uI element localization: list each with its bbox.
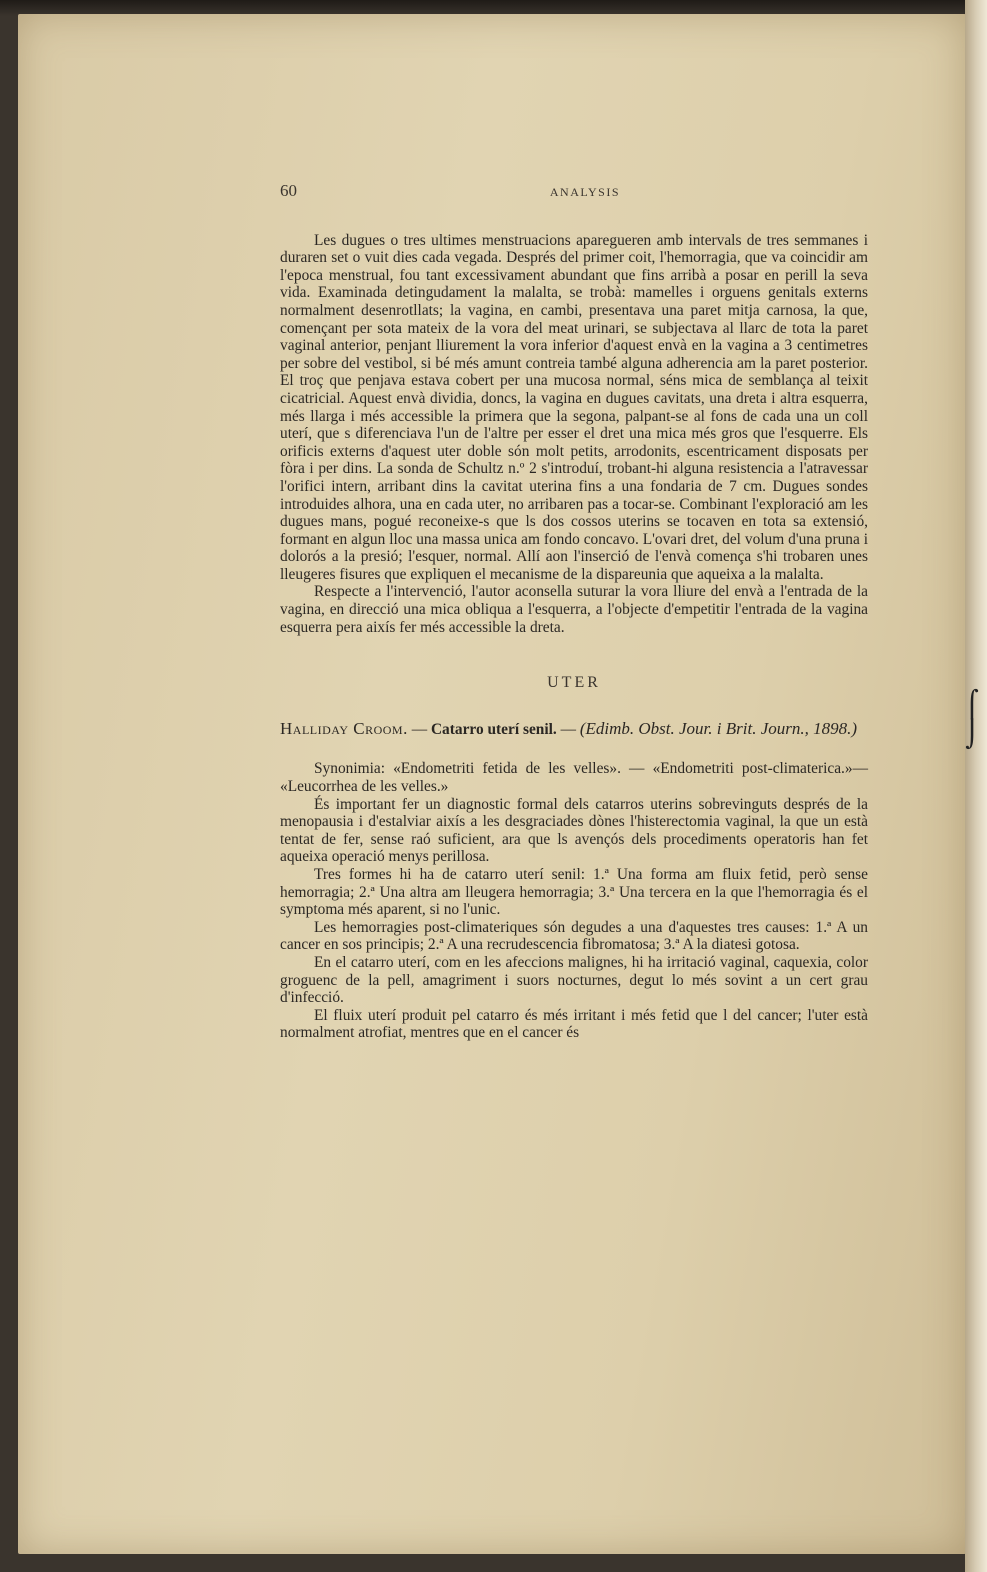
page-content — [280, 182, 868, 1042]
paragraph: Respecte a l'intervenció, l'autor aconsella suturar la vora lliure del envà a l'entrada de la vagina, en direcció una mica obliqua a l'esquerra, a l'objecte d'empetitir l'entrada de la vagina esquerra pera aixís fer més accessible la dreta. — [280, 583, 868, 636]
citation-source: (Edimb. Obst. Jour. i Brit. Journ., 1898.) — [579, 718, 858, 738]
paragraph: Synonimia: «Endometriti fetida de les velles». — «Endometriti post-climaterica.»— «Leucorrhea de les velles.» — [280, 760, 868, 796]
paragraph: Les hemorragies post-climateriques són degudes a una d'aquestes tres causes: 1.ª A un cancer en sos principis; 2.ª A una recrudescencia fibromatosa; 3.ª A la diatesi gotosa. — [280, 918, 868, 954]
citation-author: Halliday Croom. — [280, 718, 408, 738]
paragraph: El fluix uterí produit pel catarro és més irritant i més fetid que l del cancer; l'uter està normalment atrofiat, mentres que en el cancer és — [280, 1006, 868, 1042]
paragraph: En el catarro uterí, com en les afeccions malignes, hi ha irritació vaginal, caquexia, color groguenc de la pell, amagriment i suors nocturnes, degut lo més sovint a un cert grau d'infecció. — [280, 953, 868, 1007]
citation-title: Catarro uterí senil. — [430, 720, 557, 738]
page-header — [280, 182, 620, 202]
paragraph: Les dugues o tres ultimes menstruacions aparegueren amb intervals de tres semmanes i duraren set o vuit dies cada vegada. Després del primer coit, l'hemorragia, que va coincidir am l'epoca menstrual, fou tant excessivament abundant que fins arribà a posar en perill la seva vida. Examinada detingudament la malalta, se trobà: mamelles i orguens genitals externs normalment desenrotllats; la vagina, en cambi, presentava una paret mitja carnosa, la que, començant per sota mateix de la vora del meat urinari, se subjectava al llarc de tota la paret vaginal anterior, penjant lliurement la vora inferior d'aquest envà en la vagina a 3 centimetres per sobre del vestibol, si bé més amunt contreia també alguna adherencia am la paret posterior. El troç que penjava estava cobert per una mucosa normal, séns mica de semblança al teixit cicatricial. Aquest envà dividia, doncs, la vagina en dugues cavitats, una dreta i altra esquerra, més llarga i més accessible la primera que la segona, palpant-se al fons de cada una un coll uterí, que s diferenciava l'un de l'altre per esser el dret una mica més gros que l'esquerre. Els orificis externs d'aquest uter doble són molt petits, arrodonits, escentricament disposats per fòra i per dins. La sonda de Schultz n.º 2 s'introduí, trobant-hi alguna resistencia a l'atravessar l'orifici intern, arribant dins la cavitat uterina fins a una fondaria de 7 cm. Dugues sondes introduides alhora, una en cada uter, no arribaren pas a tocar-se. Combinant l'exploració am les dugues mans, pogué reconeixe-s que ls dos cossos uterins se tocaven en tota sa extensió, formant en algun lloc una massa unica am fondo concavo. L'ovari dret, del volum d'una pruna i dolorós a la presió; l'esquer, normal. Allí aon l'inserció de l'envà comença s'hi trobaren unes lleugeres fisures que expliquen el mecanisme de la dispareunia que aqueixa a la malalta. — [280, 231, 868, 583]
citation-dash: — — [556, 720, 580, 738]
paragraph: Tres formes hi ha de catarro uterí senil: 1.ª Una forma am fluix fetid, però sense hemorragia; 2.ª Una altra am lleugera hemorragia; 3.ª Una tercera en la que l'hemorragia és el symptoma més aparent, si no l'unic. — [280, 866, 868, 919]
margin-bracket-mark: ⌠ ⌡ — [965, 690, 979, 750]
page-number: 60 — [280, 181, 297, 200]
running-title: ANALYSIS — [549, 185, 620, 199]
citation-dash: — — [407, 720, 431, 738]
paragraph: És important fer un diagnostic formal dels catarros uterins sobrevinguts després de la menopausia i d'estalviar aixís a les desgraciades dònes l'histerectomia vaginal, la que un està tentat de fer, sense raó suficient, ara que ls avençós dels procediments operatoris han fet aqueixa operació menys perillosa. — [280, 795, 868, 866]
citation — [280, 720, 868, 739]
section-heading: UTER — [547, 674, 601, 692]
page-edge — [965, 0, 987, 1572]
